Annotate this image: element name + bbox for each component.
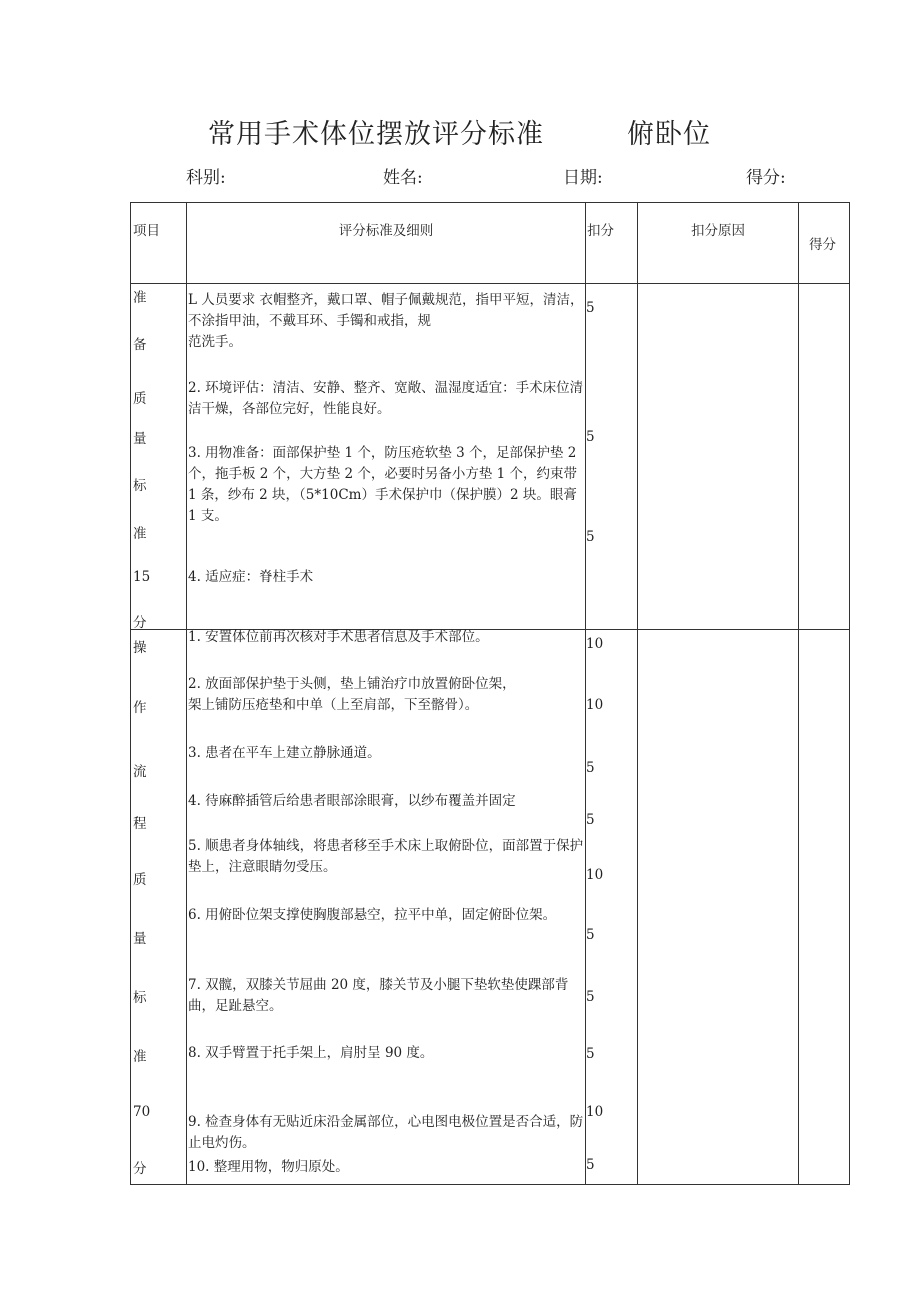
section-char: 准 <box>133 1049 147 1065</box>
score-cell-procedure[interactable] <box>799 630 850 1185</box>
scoring-table <box>130 202 850 1185</box>
info-row <box>0 163 920 189</box>
criteria-item: 2. 放面部保护垫于头侧，垫上铺治疗巾放置俯卧位架， 架上铺防压疮垫和中单（上至肩部，下至髂骨）。 <box>188 676 516 713</box>
criteria-item: 2. 环境评估：清洁、安静、整齐、宽敞、温湿度适宜：手术床位清洁干燥，各部位完好，性能良好。 <box>188 380 584 417</box>
deduct-cell-procedure <box>586 630 638 1185</box>
criteria-item: 3. 用物准备：面部保护垫 1 个，防压疮软垫 3 个，足部保护垫 2 个，拖手板 2 个，大方垫 2 个，必要时另备小方垫 1 个，约束带 1 条，纱布 2 块，（5*10Cm）手术保护巾（保护膜）2 块。眼膏 1 支。 <box>188 445 578 524</box>
header-criteria: 评分标准及细则 <box>187 203 586 284</box>
section-char: 70 <box>133 1104 151 1120</box>
points-value: 5 <box>586 927 595 943</box>
section-char: 质 <box>133 872 147 888</box>
section-char: 15 <box>133 569 151 585</box>
section-char: 备 <box>133 337 147 353</box>
table-header-row <box>131 203 850 284</box>
section-char: 质 <box>133 391 147 407</box>
section-char: 量 <box>133 931 147 947</box>
criteria-item: L 人员要求 衣帽整齐，戴口罩、帽子佩戴规范，指甲平短，清洁，不涂指甲油，不戴耳环、手镯和戒指，规 范洗手。 <box>188 292 584 350</box>
criteria-item: 1. 安置体位前再次核对手术患者信息及手术部位。 <box>188 629 489 645</box>
points-value: 5 <box>586 529 595 545</box>
reason-cell-preparation[interactable] <box>638 284 799 630</box>
criteria-item: 4. 待麻醉插管后给患者眼部涂眼膏，以纱布覆盖并固定 <box>188 793 516 809</box>
section-char: 标 <box>133 990 147 1006</box>
section-row-procedure <box>131 630 850 1185</box>
section-char: 操 <box>133 640 147 656</box>
document-title <box>0 112 920 152</box>
section-label-preparation <box>131 284 187 630</box>
criteria-cell-preparation <box>187 284 586 630</box>
criteria-item: 7. 双髋，双膝关节屈曲 20 度，膝关节及小腿下垫软垫使踝部背曲，足趾悬空。 <box>188 977 569 1014</box>
points-value: 5 <box>586 812 595 828</box>
section-char: 量 <box>133 431 147 447</box>
section-char: 分 <box>133 1161 147 1177</box>
points-value: 5 <box>586 760 595 776</box>
section-char: 分 <box>133 615 147 631</box>
criteria-item: 6. 用俯卧位架支撑使胸腹部悬空，拉平中单，固定俯卧位架。 <box>188 907 557 923</box>
criteria-item: 5. 顺患者身体轴线，将患者移至手术床上取俯卧位，面部置于保护垫上，注意眼睛勿受压。 <box>188 838 584 875</box>
points-value: 10 <box>586 697 604 713</box>
header-deduct: 扣分 <box>586 203 638 284</box>
deduct-cell-preparation <box>586 284 638 630</box>
criteria-item: 9. 检查身体有无贴近床沿金属部位，心电图电极位置是否合适，防止电灼伤。 <box>188 1114 584 1151</box>
criteria-item: 10. 整理用物，物归原处。 <box>188 1159 349 1175</box>
section-char: 流 <box>133 764 147 780</box>
section-char: 作 <box>133 700 147 716</box>
section-char: 准 <box>133 526 147 542</box>
section-char: 准 <box>133 290 147 306</box>
points-value: 5 <box>586 300 595 316</box>
title-position: 俯卧位 <box>627 119 711 150</box>
header-score: 得分 <box>799 203 850 284</box>
score-label: 得分: <box>746 168 786 188</box>
score-cell-preparation[interactable] <box>799 284 850 630</box>
points-value: 10 <box>586 867 604 883</box>
section-char: 标 <box>133 478 147 494</box>
points-value: 5 <box>586 429 595 445</box>
department-label: 科别: <box>186 168 226 188</box>
points-value: 5 <box>586 1046 595 1062</box>
section-row-preparation <box>131 284 850 630</box>
title-main: 常用手术体位摆放评分标准 <box>208 119 544 150</box>
section-char: 程 <box>133 816 147 832</box>
date-label: 日期: <box>563 168 603 188</box>
criteria-item: 8. 双手臂置于托手架上，肩肘呈 90 度。 <box>188 1045 434 1061</box>
section-label-procedure <box>131 630 187 1185</box>
header-reason: 扣分原因 <box>638 203 799 284</box>
criteria-item: 3. 患者在平车上建立静脉通道。 <box>188 745 381 761</box>
criteria-item: 4. 适应症：脊柱手术 <box>188 569 314 585</box>
points-value: 5 <box>586 1157 595 1173</box>
name-label: 姓名: <box>383 168 423 188</box>
criteria-cell-procedure <box>187 630 586 1185</box>
points-value: 10 <box>586 1104 604 1120</box>
points-value: 10 <box>586 636 604 652</box>
reason-cell-procedure[interactable] <box>638 630 799 1185</box>
points-value: 5 <box>586 989 595 1005</box>
header-item: 项目 <box>131 203 187 284</box>
